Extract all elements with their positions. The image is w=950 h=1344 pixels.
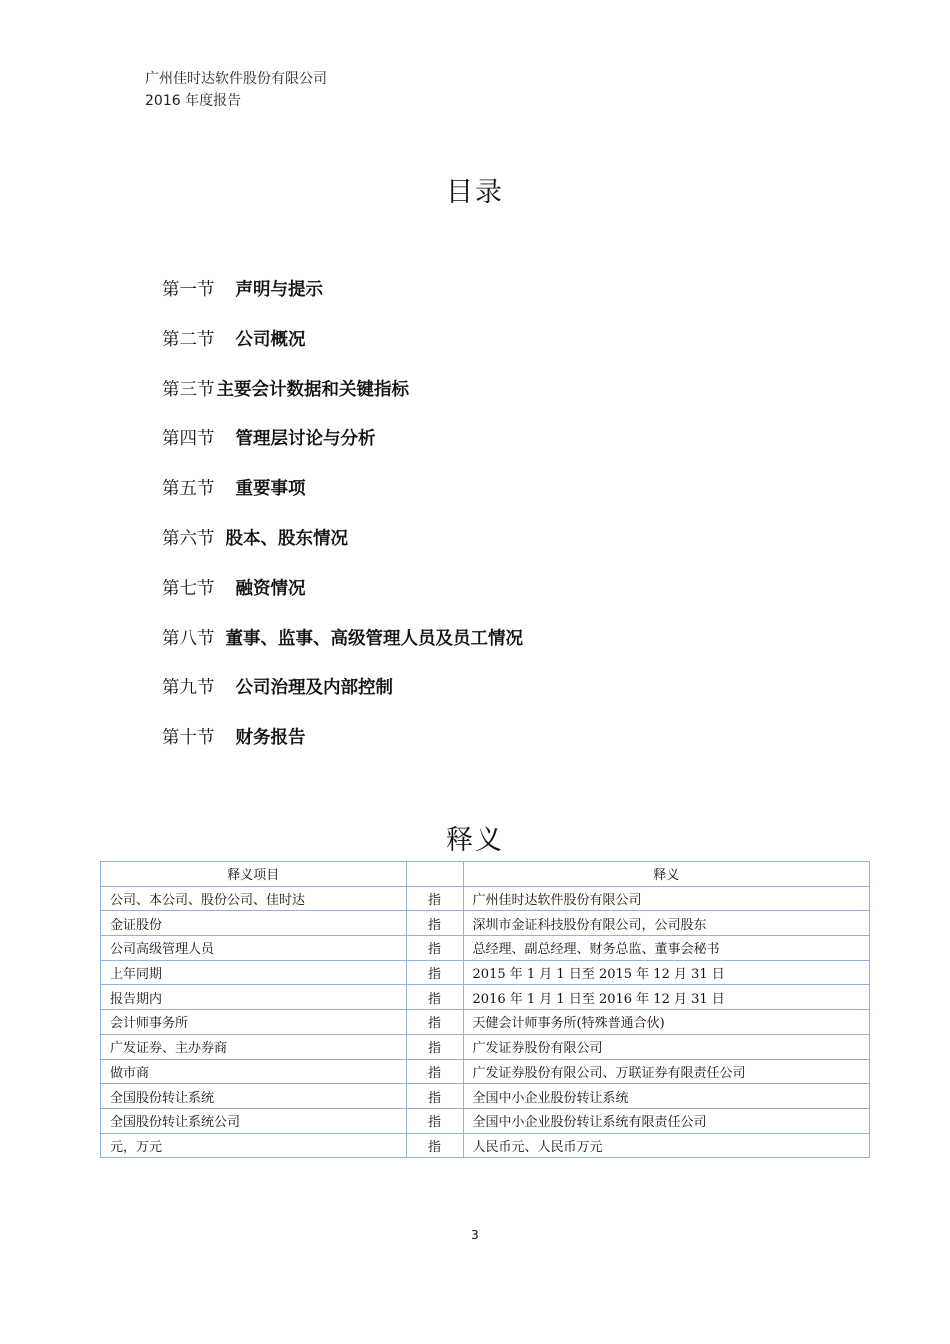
glossary-title: 释义 (446, 825, 504, 856)
table-row (101, 886, 870, 911)
refers-cell: 指 (406, 1059, 463, 1084)
toc-item[interactable] (162, 475, 523, 525)
toc-item-title: 公司治理及内部控制 (235, 678, 393, 699)
toc-item-number: 第十节 (162, 728, 215, 749)
refers-cell: 指 (406, 985, 463, 1010)
definition-cell: 2016 年 1 月 1 日至 2016 年 12 月 31 日 (463, 985, 869, 1010)
definition-cell: 全国中小企业股份转让系统有限责任公司 (463, 1108, 869, 1133)
definition-cell: 广发证券股份有限公司、万联证券有限责任公司 (463, 1059, 869, 1084)
table-of-contents (162, 276, 523, 774)
toc-item-number: 第三节 (162, 379, 215, 400)
toc-item-number: 第九节 (162, 678, 215, 699)
toc-item-number: 第六节 (162, 528, 215, 549)
toc-item-title: 管理层讨论与分析 (235, 429, 376, 450)
refers-cell: 指 (406, 1034, 463, 1059)
toc-item-title: 声明与提示 (235, 280, 323, 300)
page-number: 3 (471, 1228, 479, 1242)
toc-item-number: 第四节 (162, 429, 215, 450)
term-cell: 上年同期 (101, 960, 407, 985)
toc-item-number: 第八节 (162, 628, 215, 649)
toc-title: 目录 (446, 177, 504, 208)
refers-cell: 指 (406, 1108, 463, 1133)
toc-item[interactable] (162, 625, 523, 675)
refers-cell: 指 (406, 936, 463, 961)
table-row (101, 960, 870, 985)
term-cell: 报告期内 (101, 985, 407, 1010)
table-row (101, 1084, 870, 1109)
toc-item-title: 股本、股东情况 (225, 528, 348, 549)
term-cell: 广发证券、主办券商 (101, 1034, 407, 1059)
toc-item-title: 融资情况 (235, 578, 306, 599)
table-row (101, 1010, 870, 1035)
definition-cell: 深圳市金证科技股份有限公司，公司股东 (463, 911, 869, 936)
term-cell: 公司、本公司、股份公司、佳时达 (101, 886, 407, 911)
refers-cell: 指 (406, 960, 463, 985)
column-header-definition: 释义 (463, 862, 869, 887)
table-row (101, 1108, 870, 1133)
definition-cell: 广州佳时达软件股份有限公司 (463, 886, 869, 911)
definition-cell: 人民币元、人民币万元 (463, 1133, 869, 1158)
toc-item-number: 第五节 (162, 479, 215, 500)
term-cell: 金证股份 (101, 911, 407, 936)
refers-cell: 指 (406, 886, 463, 911)
refers-cell: 指 (406, 1084, 463, 1109)
toc-item[interactable] (162, 674, 523, 724)
toc-item[interactable] (162, 724, 523, 774)
toc-item-title: 主要会计数据和关键指标 (216, 379, 409, 400)
definition-cell: 总经理、副总经理、财务总监、董事会秘书 (463, 936, 869, 961)
column-header-blank (406, 862, 463, 887)
column-header-term: 释义项目 (101, 862, 407, 887)
toc-item[interactable] (162, 376, 523, 426)
table-row (101, 1059, 870, 1084)
toc-item-title: 财务报告 (235, 728, 306, 749)
toc-item[interactable] (162, 525, 523, 575)
term-cell: 做市商 (101, 1059, 407, 1084)
definition-cell: 全国中小企业股份转让系统 (463, 1084, 869, 1109)
toc-item-title: 重要事项 (235, 479, 306, 500)
refers-cell: 指 (406, 1010, 463, 1035)
term-cell: 全国股份转让系统公司 (101, 1108, 407, 1133)
glossary-table (100, 861, 870, 1158)
toc-item-title: 董事、监事、高级管理人员及员工情况 (225, 628, 523, 649)
term-cell: 元，万元 (101, 1133, 407, 1158)
table-header-row (101, 862, 870, 887)
definition-cell: 2015 年 1 月 1 日至 2015 年 12 月 31 日 (463, 960, 869, 985)
toc-item-title: 公司概况 (235, 329, 306, 350)
table-row (101, 1133, 870, 1158)
refers-cell: 指 (406, 911, 463, 936)
term-cell: 公司高级管理人员 (101, 936, 407, 961)
page-header (145, 68, 327, 112)
header-report: 2016 年度报告 (145, 93, 242, 109)
table-row (101, 911, 870, 936)
refers-cell: 指 (406, 1133, 463, 1158)
toc-item-number: 第二节 (162, 329, 215, 350)
toc-item-number: 第七节 (162, 578, 215, 599)
table-row (101, 985, 870, 1010)
toc-item[interactable] (162, 276, 523, 326)
term-cell: 全国股份转让系统 (101, 1084, 407, 1109)
toc-item[interactable] (162, 326, 523, 376)
definition-cell: 广发证券股份有限公司 (463, 1034, 869, 1059)
term-cell: 会计师事务所 (101, 1010, 407, 1035)
table-row (101, 936, 870, 961)
table-row (101, 1034, 870, 1059)
header-company: 广州佳时达软件股份有限公司 (145, 71, 327, 87)
toc-item[interactable] (162, 575, 523, 625)
toc-item[interactable] (162, 425, 523, 475)
definition-cell: 天健会计师事务所(特殊普通合伙) (463, 1010, 869, 1035)
toc-item-number: 第一节 (162, 280, 215, 300)
